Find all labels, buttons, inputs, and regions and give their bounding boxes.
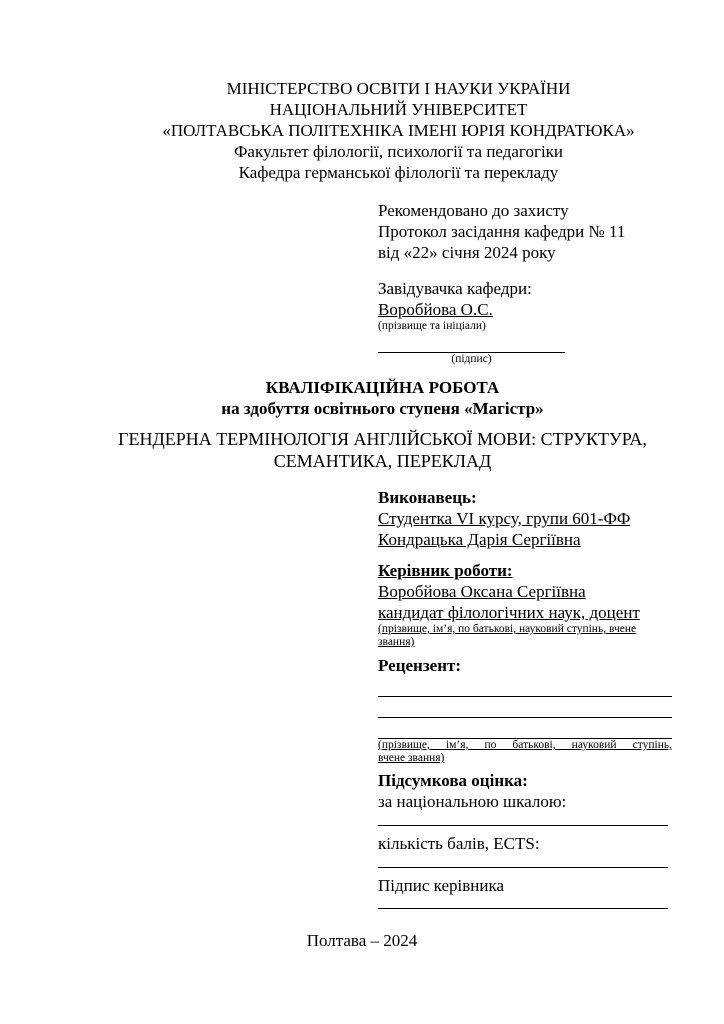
reviewer-blank-line-1 — [378, 676, 672, 697]
final-grade-label: Підсумкова оцінка: — [378, 771, 528, 790]
executor-label: Виконавець: — [378, 488, 477, 507]
signature-blank-line — [378, 341, 565, 353]
thesis-title-line1: ГЕНДЕРНА ТЕРМІНОЛОГІЯ АНГЛІЙСЬКОЇ МОВИ: СТРУКТУРА, — [118, 429, 647, 449]
ministry-line: МІНІСТЕРСТВО ОСВІТИ І НАУКИ УКРАЇНИ — [226, 79, 571, 98]
supervisor-signature-blank-line — [378, 896, 668, 909]
department-line: Кафедра германської філології та перекладу — [238, 163, 559, 182]
thesis-title-line2: СЕМАНТИКА, ПЕРЕКЛАД — [273, 451, 492, 471]
ects-label: кількість балів, ECTS: — [378, 834, 540, 853]
head-name-caption: (прізвище та ініціали) — [378, 320, 486, 332]
supervisor-name-line: Воробйова Оксана Сергіївна — [378, 582, 586, 601]
supervisor-label: Керівник роботи: — [378, 561, 513, 580]
work-title-block — [93, 377, 672, 419]
reviewer-label: Рецензент: — [378, 656, 462, 675]
executor-group-line: Студентка VI курсу, групи 601-ФФ — [378, 509, 631, 528]
reviewer-blank-line-3 — [378, 718, 672, 739]
footer — [0, 930, 724, 951]
thesis-title — [93, 428, 672, 472]
supervisor-signature-label: Підпис керівника — [378, 876, 505, 895]
work-kind-title: КВАЛІФІКАЦІЙНА РОБОТА — [265, 378, 500, 397]
recommendation-line: Рекомендовано до захисту — [378, 201, 569, 220]
university-name-line: «ПОЛТАВСЬКА ПОЛІТЕХНІКА ІМЕНІ ЮРІЯ КОНДРАТЮКА» — [162, 121, 635, 140]
department-head-name: Воробйова О.С. — [378, 300, 493, 319]
national-scale-label: за національною шкалою: — [378, 792, 567, 811]
supervisor-caption-line1: (прізвище, ім’я, по батькові, науковий ступінь, вчене — [378, 623, 637, 635]
faculty-line: Факультет філології, психології та педагогіки — [233, 142, 564, 161]
spacer — [378, 263, 672, 278]
credits-column — [378, 487, 672, 909]
executor-name-line: Кондрацька Дарія Сергіївна — [378, 530, 581, 549]
national-scale-blank-line — [378, 812, 668, 826]
signature-caption: (підпис) — [451, 353, 492, 365]
department-head-label: Завідувачка кафедри: — [378, 279, 532, 298]
reviewer-caption-line2: вчене звання) — [378, 752, 445, 764]
university-header — [125, 78, 672, 183]
approval-block — [378, 200, 672, 366]
reviewer-blank-line-2 — [378, 697, 672, 718]
degree-subtitle: на здобуття освітнього ступеня «Магістр» — [221, 399, 544, 418]
reviewer-caption-line1: (прізвище, ім’я, по батькові, науковий ступінь, — [378, 739, 672, 751]
supervisor-degree-line: кандидат філологічних наук, доцент — [378, 603, 640, 622]
protocol-line: Протокол засідання кафедри № 11 — [378, 222, 626, 241]
ects-blank-line — [378, 854, 668, 868]
protocol-date-line: від «22» січня 2024 року — [378, 243, 556, 262]
spacer — [378, 550, 672, 560]
university-line: НАЦІОНАЛЬНИЙ УНІВЕРСИТЕТ — [269, 100, 528, 119]
city-year-line: Полтава – 2024 — [306, 931, 418, 950]
supervisor-caption-line2: звання) — [378, 636, 415, 648]
